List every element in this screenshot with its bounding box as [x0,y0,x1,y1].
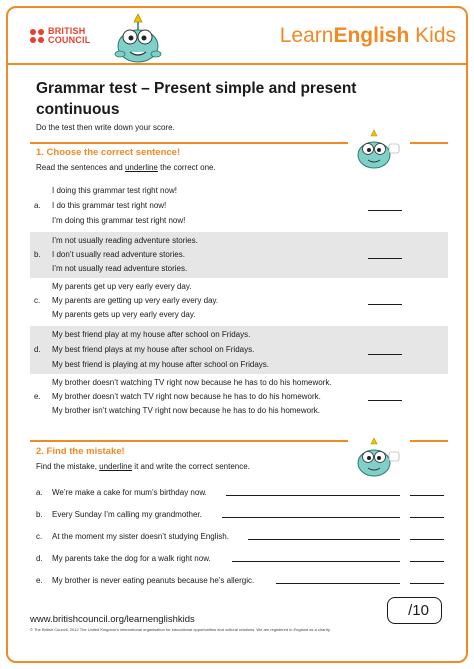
score-line-b[interactable] [410,517,444,518]
option-c3[interactable]: My parents gets up very early every day. [52,310,196,319]
instruction-text: Do the test then write down your score. [36,123,175,132]
section2-divider-right [410,440,448,442]
option-c2[interactable]: My parents are getting up very early every day. [52,296,219,305]
score-line-d[interactable] [410,561,444,562]
option-e3[interactable]: My brother isn’t watching TV right now because he has to do his homework. [52,406,320,415]
answer-line-d[interactable] [368,354,402,355]
correction-line-c[interactable] [248,539,400,540]
option-d1[interactable]: My best friend play at my house after school on Fridays. [52,330,251,339]
item-letter: a. [36,488,43,497]
header-divider [6,63,468,65]
correction-line-a[interactable] [226,495,400,496]
mascot-icon [352,436,402,481]
question-letter: c. [34,296,41,305]
item-c-text[interactable]: At the moment my sister doesn’t studying English. [52,532,229,541]
item-b-text[interactable]: Every Sunday I’m calling my grandmother. [52,510,202,519]
option-c1[interactable]: My parents get up very early every day. [52,282,192,291]
answer-line-c[interactable] [368,304,402,305]
question-letter: a. [34,201,41,210]
section1-instruction: Read the sentences and underline the correct one. [36,163,216,172]
score-line-e[interactable] [410,583,444,584]
item-a-text[interactable]: We’re make a cake for mum’s birthday now. [52,488,207,497]
option-e1[interactable]: My brother doesn’t watching TV right now because he has to do his homework. [52,378,332,387]
correction-line-e[interactable] [276,583,400,584]
option-d2[interactable]: My best friend plays at my house after school on Fridays. [52,345,255,354]
answer-line-a[interactable] [368,210,402,211]
option-a3[interactable]: I’m doing this grammar test right now! [52,216,186,225]
question-d [30,326,448,374]
option-a2[interactable]: I do this grammar test right now! [52,201,167,210]
question-letter: d. [34,345,41,354]
item-letter: b. [36,510,43,519]
score-line-a[interactable] [410,495,444,496]
correction-line-b[interactable] [222,517,400,518]
option-d3[interactable]: My best friend is playing at my house after school on Fridays. [52,360,269,369]
item-e-text[interactable]: My brother is never eating peanuts because he’s allergic. [52,576,255,585]
section1-divider-right [410,142,448,144]
option-a1[interactable]: I doing this grammar test right now! [52,186,177,195]
section1-title: 1. Choose the correct sentence! [36,147,181,158]
answer-line-e[interactable] [368,400,402,401]
bc-line1: BRITISH [48,26,86,36]
correction-line-d[interactable] [232,561,400,562]
item-letter: e. [36,576,43,585]
footer-url[interactable]: www.britishcouncil.org/learnenglishkids [30,614,195,625]
score-box[interactable]: /10 [387,597,442,624]
item-d-text[interactable]: My parents take the dog for a walk right now. [52,554,211,563]
question-c [30,278,448,326]
section2-instruction: Find the mistake, underline it and write the correct sentence. [36,462,250,471]
copyright-text: © The British Council, 2012 The United Kingdom’s international organisation for educational opportunities and cultural relations. We are registered in England as a charity. [30,627,331,632]
mascot-icon [352,128,402,173]
bc-line2: COUNCIL [48,35,91,45]
british-council-logo [30,27,90,45]
item-letter: d. [36,554,43,563]
section1-divider-left [30,142,348,144]
section2-divider-left [30,440,348,442]
mascot-icon [108,10,168,68]
option-b3[interactable]: I’m not usually read adventure stories. [52,264,188,273]
question-letter: b. [34,250,41,259]
bc-dots-icon [30,29,44,43]
item-letter: c. [36,532,43,541]
score-line-c[interactable] [410,539,444,540]
section2-title: 2. Find the mistake! [36,446,125,457]
question-a [30,182,448,232]
option-b2[interactable]: I don’t usually read adventure stories. [52,250,185,259]
option-e2[interactable]: My brother doesn’t watch TV right now because he has to do his homework. [52,392,321,401]
learnenglish-kids-logo: LearnEnglish Kids [279,24,456,47]
page-title: Grammar test – Present simple and present continuous [36,80,357,118]
question-e [30,374,448,422]
question-b [30,232,448,278]
answer-line-b[interactable] [368,258,402,259]
question-letter: e. [34,392,41,401]
option-b1[interactable]: I’m not usually reading adventure stories. [52,236,198,245]
